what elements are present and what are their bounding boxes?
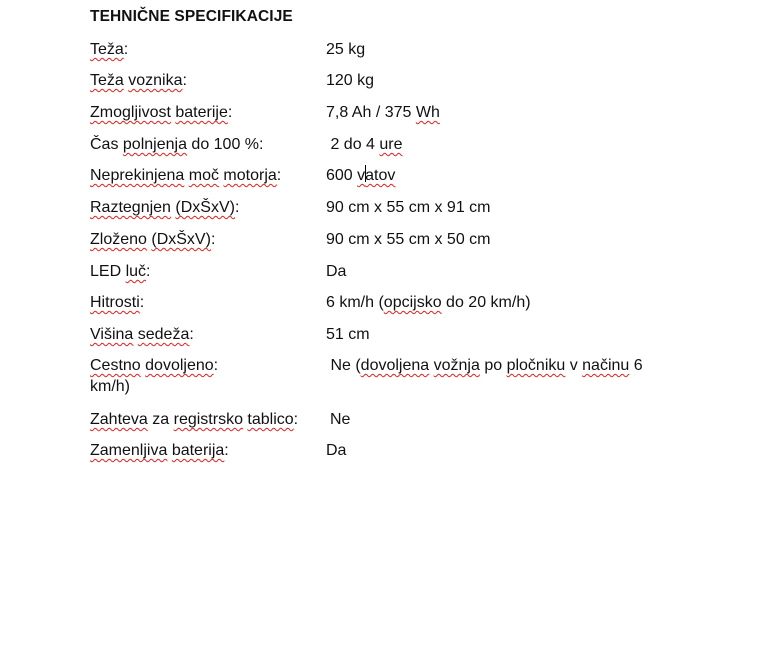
label-text: : <box>182 72 187 89</box>
misspelled-word[interactable]: moč <box>188 167 219 184</box>
spec-value: 90 cm x 55 cm x 50 cm <box>326 231 491 248</box>
misspelled-word[interactable]: vožnja <box>433 357 480 374</box>
spec-value <box>326 292 531 313</box>
spec-value: Da <box>326 263 347 280</box>
value-text: 2 do 4 <box>326 136 380 153</box>
misspelled-word[interactable]: Teža <box>90 41 124 58</box>
spec-label <box>90 197 239 218</box>
spec-value <box>326 355 686 376</box>
misspelled-word[interactable]: sedeža <box>137 326 190 343</box>
spec-value <box>326 102 440 123</box>
label-text: : <box>224 442 229 459</box>
misspelled-word[interactable]: tablico <box>247 411 294 428</box>
value-text: do 20 km/h) <box>441 294 531 311</box>
value-text: po <box>479 357 507 374</box>
spec-value: 25 kg <box>326 41 366 58</box>
misspelled-word[interactable]: Teža <box>90 72 124 89</box>
label-text: : <box>146 263 151 280</box>
spec-label <box>90 70 187 91</box>
spec-label <box>90 165 281 186</box>
misspelled-word[interactable]: motorja <box>223 167 277 184</box>
spec-label <box>90 440 229 461</box>
misspelled-word[interactable]: Wh <box>415 104 440 121</box>
misspelled-word[interactable]: načinu <box>582 357 630 374</box>
label-text: : <box>234 199 240 216</box>
spec-value <box>326 134 403 155</box>
label-text: : <box>123 41 129 58</box>
label-text: : <box>293 411 299 428</box>
misspelled-word[interactable]: voznika <box>128 72 183 89</box>
misspelled-word[interactable]: Cestno <box>90 357 141 374</box>
value-text: 6 km/h ( <box>326 294 384 311</box>
label-text: : <box>139 294 145 311</box>
label-text: za <box>147 411 174 428</box>
misspelled-word[interactable]: Višina <box>90 326 134 343</box>
misspelled-word[interactable]: Neprekinjena <box>90 167 185 184</box>
misspelled-word[interactable]: pločniku <box>506 357 566 374</box>
value-text: Ne ( <box>326 357 361 374</box>
spec-label <box>90 39 128 60</box>
label-text: Čas <box>90 136 123 153</box>
label-text: : <box>213 357 219 374</box>
spec-label <box>90 324 194 345</box>
misspelled-word[interactable]: Hitrosti <box>90 294 140 311</box>
label-text: : <box>276 167 282 184</box>
label-text: do 100 %: <box>186 136 264 153</box>
spec-value-continuation: km/h) <box>90 378 130 395</box>
misspelled-word[interactable]: registrsko <box>173 411 243 428</box>
spec-value <box>326 165 395 186</box>
spec-label <box>90 102 232 123</box>
misspelled-word[interactable]: Zamenljiva <box>90 442 168 459</box>
spec-label <box>90 409 298 430</box>
misspelled-word[interactable]: dovoljeno <box>145 357 214 374</box>
misspelled-word[interactable]: luč <box>125 263 147 280</box>
value-text: 6 <box>629 357 643 374</box>
value-text: 600 <box>326 167 358 184</box>
document-title: TEHNIČNE SPECIFIKACIJE <box>90 8 293 25</box>
spec-value: 51 cm <box>326 326 370 343</box>
spec-label <box>90 134 263 155</box>
value-text: 7,8 Ah / 375 <box>326 104 416 121</box>
spec-label <box>90 355 218 376</box>
spec-value: Ne <box>330 411 351 428</box>
label-text: LED <box>90 263 126 280</box>
misspelled-word[interactable]: dovoljena <box>360 357 430 374</box>
misspelled-word[interactable]: (DxŠxV) <box>151 231 211 248</box>
word-part: v <box>357 167 366 184</box>
label-text: : <box>189 326 194 343</box>
label-text: : <box>210 231 216 248</box>
value-text: v <box>565 357 583 374</box>
misspelled-word[interactable]: opcijsko <box>383 294 442 311</box>
spec-value: 90 cm x 55 cm x 91 cm <box>326 199 491 216</box>
misspelled-word[interactable]: Zmogljivost <box>90 104 171 121</box>
misspelled-word[interactable] <box>357 167 395 184</box>
word-part: atov <box>365 167 396 184</box>
label-text: : <box>227 104 233 121</box>
misspelled-word[interactable]: ure <box>379 136 403 153</box>
misspelled-word[interactable]: baterije <box>175 104 228 121</box>
spec-label <box>90 261 150 282</box>
misspelled-word[interactable]: (DxŠxV) <box>175 199 235 216</box>
misspelled-word[interactable]: Zloženo <box>90 231 147 248</box>
spec-label <box>90 292 144 313</box>
misspelled-word[interactable]: Zahteva <box>90 411 148 428</box>
spec-value: Da <box>326 442 347 459</box>
misspelled-word[interactable]: polnjenja <box>122 136 187 153</box>
spec-value: 120 kg <box>326 72 375 89</box>
misspelled-word[interactable]: Raztegnjen <box>90 199 171 216</box>
misspelled-word[interactable]: baterija <box>171 442 225 459</box>
spec-label <box>90 229 215 250</box>
